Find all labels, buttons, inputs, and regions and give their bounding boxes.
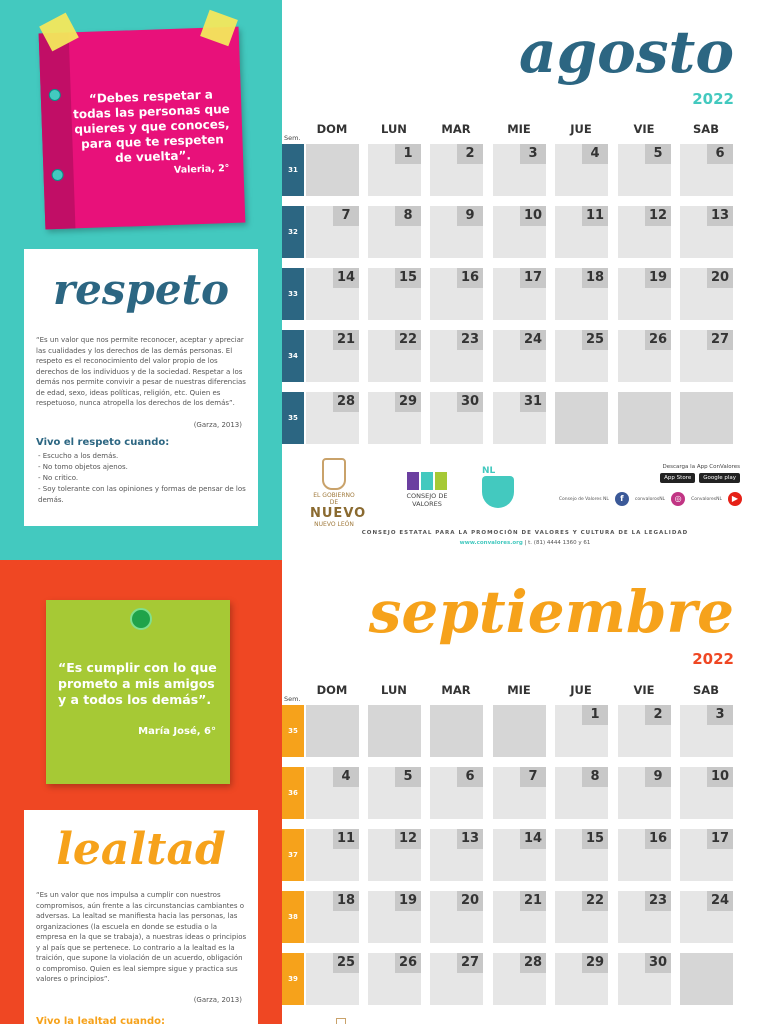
day-cell xyxy=(680,767,733,819)
app-store-badge[interactable]: App Store xyxy=(660,473,695,483)
day-cell xyxy=(430,330,483,382)
instagram-icon[interactable]: ◎ xyxy=(671,492,685,506)
day-number: 10 xyxy=(707,767,733,787)
empty-day-cell xyxy=(368,705,421,757)
download-label: Descarga la App ConValores xyxy=(662,464,740,470)
day-cell xyxy=(555,891,608,943)
day-cell xyxy=(493,330,546,382)
weekday-header: LUN xyxy=(381,122,407,136)
respeto-citation: (Garza, 2013) xyxy=(193,421,242,429)
nl-shield-icon xyxy=(482,476,514,508)
day-cell xyxy=(555,144,608,196)
day-cell xyxy=(368,144,421,196)
weekday-header: SAB xyxy=(693,683,719,697)
youtube-label: ConvaloresNL xyxy=(691,496,722,502)
day-number: 4 xyxy=(333,767,359,787)
day-cell xyxy=(618,268,671,320)
empty-day-cell xyxy=(493,705,546,757)
week-number: 39 xyxy=(282,953,304,1005)
day-cell xyxy=(555,268,608,320)
day-number: 16 xyxy=(457,268,483,288)
day-number: 11 xyxy=(582,206,608,226)
day-cell xyxy=(430,206,483,258)
day-number: 25 xyxy=(582,330,608,350)
day-cell xyxy=(368,330,421,382)
note-author: Valeria, 2° xyxy=(173,162,230,176)
day-cell xyxy=(618,953,671,1005)
day-cell xyxy=(680,705,733,757)
weekday-header: JUE xyxy=(570,683,592,697)
day-number: 13 xyxy=(457,829,483,849)
consejo-label: CONSEJO DE VALORES xyxy=(406,492,448,508)
day-number: 8 xyxy=(582,767,608,787)
day-number: 6 xyxy=(707,144,733,164)
day-cell xyxy=(680,330,733,382)
day-number: 10 xyxy=(520,206,546,226)
lealtad-sticky-note xyxy=(46,600,230,784)
day-number: 12 xyxy=(395,829,421,849)
day-cell xyxy=(680,829,733,881)
day-number: 19 xyxy=(395,891,421,911)
week-number: 32 xyxy=(282,206,304,258)
weekday-header: SAB xyxy=(693,122,719,136)
day-cell xyxy=(618,767,671,819)
gov-small-label: EL GOBIERNO DE xyxy=(313,492,355,506)
weekday-header: MIE xyxy=(507,683,531,697)
day-number: 30 xyxy=(645,953,671,973)
day-cell xyxy=(368,829,421,881)
day-cell xyxy=(306,891,359,943)
weekday-header: MAR xyxy=(441,122,471,136)
lealtad-citation: (Garza, 2013) xyxy=(193,996,242,1004)
day-number: 31 xyxy=(520,392,546,412)
day-number: 17 xyxy=(707,829,733,849)
day-number: 1 xyxy=(582,705,608,725)
weekday-header: JUE xyxy=(570,122,592,136)
day-number: 22 xyxy=(582,891,608,911)
day-number: 16 xyxy=(645,829,671,849)
day-cell xyxy=(368,392,421,444)
day-number: 20 xyxy=(707,268,733,288)
day-number: 27 xyxy=(457,953,483,973)
pushpin-icon xyxy=(130,608,152,630)
respeto-bullets xyxy=(38,451,248,506)
empty-day-cell xyxy=(306,144,359,196)
day-cell xyxy=(493,829,546,881)
weekday-header: VIE xyxy=(633,683,655,697)
week-number: 38 xyxy=(282,891,304,943)
respeto-card xyxy=(24,249,258,526)
day-cell xyxy=(368,767,421,819)
day-cell xyxy=(493,953,546,1005)
google-play-badge[interactable]: Google play xyxy=(699,473,740,483)
contact-line xyxy=(282,540,768,546)
empty-day-cell xyxy=(555,392,608,444)
note-fold xyxy=(39,33,76,230)
day-cell xyxy=(368,206,421,258)
note-quote: “Debes respetar a todas las personas que quieres y que conoces, para que te respeten de vuelta”. xyxy=(72,87,231,165)
day-cell xyxy=(618,705,671,757)
day-cell xyxy=(368,268,421,320)
day-number: 15 xyxy=(395,268,421,288)
day-number: 2 xyxy=(457,144,483,164)
day-number: 8 xyxy=(395,206,421,226)
list-item: - No tomo objetos ajenos. xyxy=(38,463,128,471)
note-quote: “Es cumplir con lo que prometo a mis amigos y a todos los demás”. xyxy=(58,660,217,707)
week-number: 37 xyxy=(282,829,304,881)
day-cell xyxy=(493,206,546,258)
day-number: 6 xyxy=(457,767,483,787)
day-cell xyxy=(680,891,733,943)
day-number: 25 xyxy=(333,953,359,973)
nl-label: NL xyxy=(482,466,496,476)
day-cell xyxy=(430,767,483,819)
day-number: 14 xyxy=(520,829,546,849)
app-download xyxy=(620,464,740,483)
empty-day-cell xyxy=(680,392,733,444)
day-number: 26 xyxy=(395,953,421,973)
week-number: 34 xyxy=(282,330,304,382)
day-number: 20 xyxy=(457,891,483,911)
weekday-header: MAR xyxy=(441,683,471,697)
day-cell xyxy=(368,953,421,1005)
day-cell xyxy=(430,268,483,320)
day-number: 13 xyxy=(707,206,733,226)
month-title-september: septiembre xyxy=(368,578,734,646)
crest-icon xyxy=(336,1018,346,1024)
weekday-header: DOM xyxy=(316,683,348,697)
day-number: 3 xyxy=(707,705,733,725)
day-number: 27 xyxy=(707,330,733,350)
day-number: 19 xyxy=(645,268,671,288)
week-label: Sem. xyxy=(284,134,301,142)
lealtad-definition: “Es un valor que nos impulsa a cumplir con nuestros compromisos, aún frente a las circunstancias cambiantes o adversas. La lealtad se manifiesta hacia las personas, las organizaciones (la escuela en donde se estudia o la empresa en la que se trabaja), a nuestras ideas o principios y al país que se pertenece. Lo contrario a la lealtad es la traición, que supone la violación de un acuerdo, obligación o compromiso. Quien es leal siempre sigue y practica sus valores o principios”. xyxy=(36,891,247,983)
day-cell xyxy=(618,330,671,382)
week-number: 33 xyxy=(282,268,304,320)
empty-day-cell xyxy=(306,705,359,757)
day-number: 24 xyxy=(520,330,546,350)
day-number: 14 xyxy=(333,268,359,288)
day-number: 23 xyxy=(645,891,671,911)
respeto-definition: “Es un valor que nos permite reconocer, aceptar y apreciar las cualidades y los derechos de las demás personas. El respeto es el reconocimiento del valor propio de los derechos de los individuos y de la sociedad. Respetar a los demás nos permite convivir a pesar de nuestras diferencias de edad, sexo, ideas políticas, religión, etc. Quien es respetuoso, nunca atropella los derechos de los demás”. xyxy=(36,336,246,407)
day-number: 24 xyxy=(707,891,733,911)
day-cell xyxy=(680,144,733,196)
day-number: 18 xyxy=(333,891,359,911)
phone-text: | t. (81) 4444 1360 y 61 xyxy=(524,540,591,546)
lealtad-title: lealtad xyxy=(56,824,226,875)
day-number: 1 xyxy=(395,144,421,164)
lealtad-vivo-title: Vivo la lealtad cuando: xyxy=(36,1016,166,1024)
social-links xyxy=(559,492,742,506)
day-cell xyxy=(618,206,671,258)
year-september: 2022 xyxy=(692,650,734,668)
day-number: 15 xyxy=(582,829,608,849)
day-cell xyxy=(680,268,733,320)
empty-day-cell xyxy=(618,392,671,444)
day-number: 18 xyxy=(582,268,608,288)
day-cell xyxy=(618,891,671,943)
day-number: 29 xyxy=(582,953,608,973)
day-cell xyxy=(680,206,733,258)
day-number: 3 xyxy=(520,144,546,164)
day-cell xyxy=(493,268,546,320)
empty-day-cell xyxy=(680,953,733,1005)
day-number: 17 xyxy=(520,268,546,288)
day-number: 11 xyxy=(333,829,359,849)
nl-logo xyxy=(482,466,518,512)
week-number: 36 xyxy=(282,767,304,819)
day-cell xyxy=(430,953,483,1005)
weekday-header: VIE xyxy=(633,122,655,136)
week-number: 35 xyxy=(282,705,304,757)
day-cell xyxy=(430,891,483,943)
day-cell xyxy=(306,829,359,881)
weekday-header: DOM xyxy=(316,122,348,136)
day-number: 26 xyxy=(645,330,671,350)
day-cell xyxy=(306,767,359,819)
day-number: 9 xyxy=(457,206,483,226)
website-link[interactable]: www.convalores.org xyxy=(459,540,523,546)
consejo-logo-icon xyxy=(407,472,447,490)
day-cell xyxy=(430,144,483,196)
day-cell xyxy=(493,767,546,819)
lealtad-card xyxy=(24,810,258,1024)
crest-icon xyxy=(322,458,346,490)
day-number: 30 xyxy=(457,392,483,412)
consejo-valores-logo xyxy=(402,472,452,508)
day-number: 4 xyxy=(582,144,608,164)
day-number: 7 xyxy=(333,206,359,226)
day-number: 5 xyxy=(395,767,421,787)
gobierno-nuevo-leon-logo xyxy=(310,458,367,528)
day-cell xyxy=(555,829,608,881)
day-cell xyxy=(618,144,671,196)
day-cell xyxy=(430,392,483,444)
day-number: 7 xyxy=(520,767,546,787)
day-cell xyxy=(306,953,359,1005)
week-label: Sem. xyxy=(284,695,301,703)
day-cell xyxy=(306,392,359,444)
empty-day-cell xyxy=(430,705,483,757)
day-number: 9 xyxy=(645,767,671,787)
day-cell xyxy=(555,953,608,1005)
gov-sub-label: NUEVO LEÓN xyxy=(314,521,354,528)
day-number: 22 xyxy=(395,330,421,350)
day-cell xyxy=(306,330,359,382)
list-item: - No critico. xyxy=(38,474,79,482)
respeto-sticky-note xyxy=(39,27,246,230)
month-title-august: agosto xyxy=(519,18,734,86)
day-cell xyxy=(555,767,608,819)
day-cell xyxy=(618,829,671,881)
respeto-vivo-title: Vivo el respeto cuando: xyxy=(36,437,170,448)
instagram-label: convalorosNL xyxy=(634,496,666,502)
youtube-icon[interactable]: ▶ xyxy=(728,492,742,506)
council-name: CONSEJO ESTATAL PARA LA PROMOCIÓN DE VALORES Y CULTURA DE LA LEGALIDAD xyxy=(361,530,689,536)
week-number: 31 xyxy=(282,144,304,196)
day-cell xyxy=(493,891,546,943)
week-number: 35 xyxy=(282,392,304,444)
facebook-label: Consejo de Valores NL xyxy=(558,496,609,502)
gov-big-label: NUEVO xyxy=(310,506,367,521)
respeto-title: respeto xyxy=(53,265,229,314)
weekday-header: LUN xyxy=(381,683,407,697)
day-number: 23 xyxy=(457,330,483,350)
facebook-icon[interactable]: f xyxy=(615,492,629,506)
day-cell xyxy=(493,392,546,444)
day-cell xyxy=(368,891,421,943)
year-august: 2022 xyxy=(692,90,734,108)
weekday-header: MIE xyxy=(507,122,531,136)
day-number: 29 xyxy=(395,392,421,412)
day-number: 12 xyxy=(645,206,671,226)
list-item: - Escucho a los demás. xyxy=(38,452,119,460)
note-author: María José, 6° xyxy=(138,726,216,737)
day-cell xyxy=(306,268,359,320)
day-number: 21 xyxy=(520,891,546,911)
day-cell xyxy=(555,330,608,382)
day-cell xyxy=(555,705,608,757)
day-number: 28 xyxy=(333,392,359,412)
day-cell xyxy=(430,829,483,881)
day-cell xyxy=(493,144,546,196)
day-cell xyxy=(555,206,608,258)
day-cell xyxy=(306,206,359,258)
day-number: 5 xyxy=(645,144,671,164)
day-number: 28 xyxy=(520,953,546,973)
footer xyxy=(282,450,768,560)
day-number: 2 xyxy=(645,705,671,725)
day-number: 21 xyxy=(333,330,359,350)
list-item: - Soy tolerante con las opiniones y formas de pensar de los demás. xyxy=(38,485,246,504)
